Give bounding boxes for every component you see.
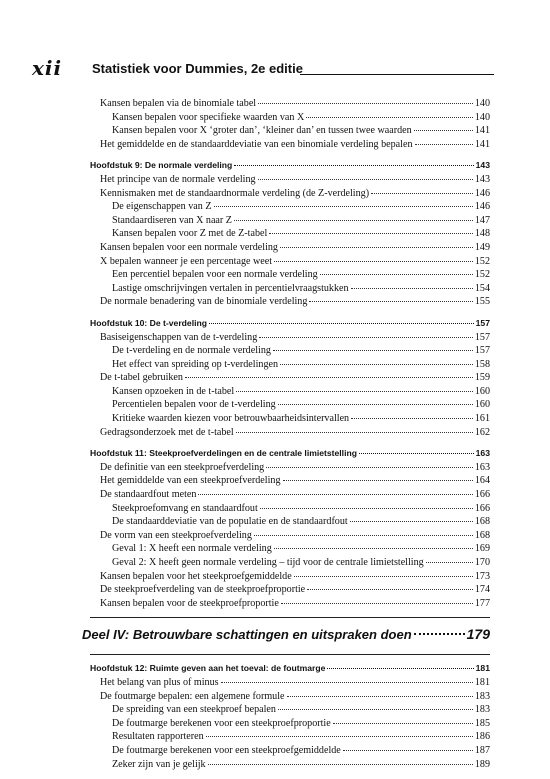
dot-leader [351,418,473,419]
dot-leader [280,247,473,248]
toc-chapter-title: Hoofdstuk 11: Steekproefverdelingen en de centrale limietstelling [90,448,357,459]
toc-entry-page: 161 [474,413,490,425]
toc-entry [90,718,490,732]
dot-leader [274,548,473,549]
page-number: xii [32,56,63,80]
toc-entry-title: Een percentiel bepalen voor een normale verdeling [112,269,318,281]
dot-leader [307,589,473,590]
dot-leader [283,480,473,481]
toc-entry-page: 163 [474,461,490,473]
toc-entry-page: 143 [474,173,490,185]
toc-entry-title: De definitie van een steekproefverdeling [100,461,265,473]
toc-entry-title: De foutmarge berekenen voor een steekproefproportie [112,717,331,729]
toc-spacer [90,152,490,160]
dot-leader [234,165,473,166]
toc-entry [90,503,490,517]
toc-entry-page: 170 [474,557,490,568]
toc-entry-title: De spreiding van een steekproef bepalen [112,704,276,716]
dot-leader [198,494,472,495]
toc-entry [90,399,490,413]
dot-leader [327,668,473,669]
toc-entry-title: De standaarddeviatie van de populatie en de standaardfout [112,516,348,528]
toc-entry-title: De normale benadering van de binomiale verdeling [100,296,308,308]
toc-entry-title: Kritieke waarden kiezen voor betrouwbaarheidsintervallen [112,413,350,425]
toc-entry-title: Kansen bepalen voor specifieke waarden van X [112,111,305,123]
toc-chapter-page: 163 [475,448,490,459]
toc-entry [90,242,490,256]
dot-leader [351,288,473,289]
toc-entry-title: Kansen bepalen voor Z met de Z-tabel [112,228,268,240]
toc-entry [90,427,490,441]
toc-entry [90,359,490,373]
dot-leader [234,220,473,221]
toc-entry-page: 186 [474,731,490,743]
toc-entry-page: 157 [474,345,490,357]
toc-part [82,626,490,648]
dot-leader [274,261,473,262]
toc-entry-page: 160 [474,385,490,397]
toc-entry-page: 169 [474,543,490,555]
toc-entry [90,557,490,571]
toc-entry-page: 140 [474,98,490,109]
toc-entry-title: Kansen opzoeken in de t-tabel [112,385,235,397]
dot-leader [350,521,473,522]
toc-entry [90,691,490,705]
toc-chapter-page: 143 [475,160,490,171]
toc-entry-title: Het gemiddelde en de standaarddeviatie van een binomiale verdeling bepalen [100,138,413,150]
toc-entry-title: De eigenschappen van Z [112,201,212,213]
dot-leader [208,764,473,765]
toc-entry [90,256,490,270]
toc-entry-title: De foutmarge bepalen: een algemene formule [100,690,285,702]
toc-entry-page: 159 [474,372,490,384]
toc-part-page: 179 [466,626,490,643]
toc-entry-page: 140 [474,111,490,123]
toc-entry-title: De t-verdeling en de normale verdeling [112,345,271,357]
dot-leader [294,576,473,577]
dot-leader [426,562,473,563]
dot-leader [309,301,472,302]
toc-entry-page: 147 [474,214,490,226]
toc-entry-title: Steekproefomvang en standaardfout [112,502,258,514]
toc-entry-title: Kansen bepalen voor X ‘groter dan’, ‘kleiner dan’ en tussen twee waarden [112,125,412,137]
toc-chapter-page: 181 [475,663,490,674]
toc-entry-title: Kansen bepalen via de binomiale tabel [100,98,257,109]
table-of-contents [82,98,490,772]
toc-entry-page: 155 [474,296,490,308]
toc-entry-title: Percentielen bepalen voor de t-verdeling [112,399,276,411]
toc-chapter [90,448,490,462]
toc-entry [90,731,490,745]
toc-entry [90,386,490,400]
toc-entry-page: 189 [474,758,490,770]
toc-entry-title: Kansen bepalen voor het steekproefgemiddelde [100,570,292,582]
dot-leader [206,736,473,737]
toc-chapter [90,663,490,677]
toc-chapter-title: Hoofdstuk 10: De t-verdeling [90,317,207,328]
toc-entry-title: Gedragsonderzoek met de t-tabel [100,426,234,438]
toc-entry [90,759,490,773]
toc-entry-title: De standaardfout meten [100,489,197,501]
toc-entry-page: 154 [474,282,490,294]
toc-entry-page: 141 [474,125,490,137]
toc-entry-title: Het effect van spreiding op t-verdelingen [112,358,279,370]
toc-entry [90,125,490,139]
toc-entry-page: 152 [474,269,490,281]
toc-entry-title: Geval 1: X heeft een normale verdeling [112,543,272,555]
toc-entry-page: 166 [474,489,490,501]
toc-entry [90,543,490,557]
toc-entry-page: 158 [474,358,490,370]
dot-leader [209,323,474,324]
toc-entry [90,98,490,112]
toc-entry-title: Lastige omschrijvingen vertalen in percentielvraagstukken [112,282,349,294]
toc-entry-page: 177 [474,597,490,609]
dot-leader [281,603,473,604]
toc-entry [90,269,490,283]
toc-entry [90,201,490,215]
toc-entry [90,139,490,153]
dot-leader [273,350,473,351]
dot-leader [266,467,473,468]
dot-leader [236,432,473,433]
dot-leader [415,144,473,145]
dot-leader [414,633,465,635]
toc-chapter-title: Hoofdstuk 9: De normale verdeling [90,160,233,171]
toc-entry [90,188,490,202]
toc-entry-title: De t-tabel gebruiken [100,372,183,384]
toc-entry-page: 166 [474,502,490,514]
toc-entry [90,516,490,530]
toc-entry-page: 149 [474,241,490,253]
dot-leader [414,130,473,131]
toc-entry-title: Kennismaken met de standaardnormale verdeling (de Z-verdeling) [100,187,370,199]
toc-entry [90,462,490,476]
header-rule [300,74,494,75]
toc-entry-title: De vorm van een steekproefverdeling [100,529,252,541]
toc-entry-page: 183 [474,704,490,716]
toc-entry-title: Het principe van de normale verdeling [100,173,256,185]
dot-leader [259,337,473,338]
toc-entry [90,745,490,759]
toc-entry-page: 148 [474,228,490,240]
dot-leader [258,179,473,180]
toc-entry-page: 146 [474,187,490,199]
toc-entry [90,296,490,310]
toc-entry-page: 152 [474,255,490,267]
dot-leader [359,453,474,454]
toc-entry-page: 141 [474,138,490,150]
toc-entry-page: 185 [474,717,490,729]
toc-entry [90,345,490,359]
toc-entry [90,571,490,585]
toc-entry [90,112,490,126]
dot-leader [280,364,473,365]
toc-entry-page: 174 [474,584,490,596]
toc-entry [90,228,490,242]
dot-leader [221,682,473,683]
toc-spacer [90,440,490,448]
toc-entry-page: 187 [474,744,490,756]
toc-entry-title: De steekproefverdeling van de steekproefproportie [100,584,306,596]
toc-entry [90,489,490,503]
dot-leader [260,508,473,509]
dot-leader [214,206,473,207]
toc-entry-title: Zeker zijn van je gelijk [112,758,206,770]
toc-entry [90,372,490,386]
dot-leader [320,274,473,275]
toc-entry [90,530,490,544]
toc-entry [90,677,490,691]
toc-entry-page: 160 [474,399,490,411]
toc-entry-page: 157 [474,331,490,343]
toc-separator [90,654,490,655]
toc-entry [90,174,490,188]
toc-entry-page: 168 [474,516,490,528]
toc-separator [90,617,490,618]
toc-entry [90,283,490,297]
toc-entry [90,704,490,718]
toc-entry-title: Kansen bepalen voor de steekproefproportie [100,597,279,609]
toc-chapter [90,318,490,332]
toc-part-title: Deel IV: Betrouwbare schattingen en uitspraken doen [82,627,412,643]
dot-leader [185,377,473,378]
dot-leader [258,103,473,104]
toc-entry-title: De foutmarge berekenen voor een steekproefgemiddelde [112,744,341,756]
toc-entry-page: 173 [474,570,490,582]
dot-leader [371,193,473,194]
dot-leader [306,117,473,118]
toc-entry [90,332,490,346]
dot-leader [333,723,473,724]
toc-entry-page: 164 [474,475,490,487]
toc-chapter-page: 157 [475,317,490,328]
dot-leader [254,535,473,536]
toc-entry-page: 183 [474,690,490,702]
toc-chapter-title: Hoofdstuk 12: Ruimte geven aan het toeval: de foutmarge [90,663,326,674]
toc-entry [90,598,490,612]
toc-entry-title: Resultaten rapporteren [112,731,204,743]
toc-entry-title: Basiseigenschappen van de t-verdeling [100,331,258,343]
book-title: Statistiek voor Dummies, 2e editie [92,61,303,76]
toc-entry [90,413,490,427]
toc-spacer [90,310,490,318]
toc-entry [90,215,490,229]
dot-leader [343,750,473,751]
dot-leader [287,696,473,697]
toc-entry-page: 162 [474,426,490,438]
toc-entry-title: Het belang van plus of minus [100,676,219,688]
toc-entry-page: 146 [474,201,490,213]
toc-entry [90,584,490,598]
toc-entry-title: Het gemiddelde van een steekproefverdeling [100,475,281,487]
dot-leader [236,391,473,392]
toc-entry-title: Geval 2: X heeft geen normale verdeling – tijd voor de centrale limietstelling [112,557,424,568]
dot-leader [269,233,473,234]
dot-leader [278,404,473,405]
toc-entry [90,475,490,489]
page-header [32,56,494,82]
dot-leader [278,709,473,710]
toc-entry-page: 181 [474,676,490,688]
toc-entry-page: 168 [474,529,490,541]
toc-entry-title: X bepalen wanneer je een percentage weet [100,255,273,267]
toc-entry-title: Standaardiseren van X naar Z [112,214,232,226]
toc-entry-title: Kansen bepalen voor een normale verdeling [100,241,278,253]
toc-chapter [90,160,490,174]
